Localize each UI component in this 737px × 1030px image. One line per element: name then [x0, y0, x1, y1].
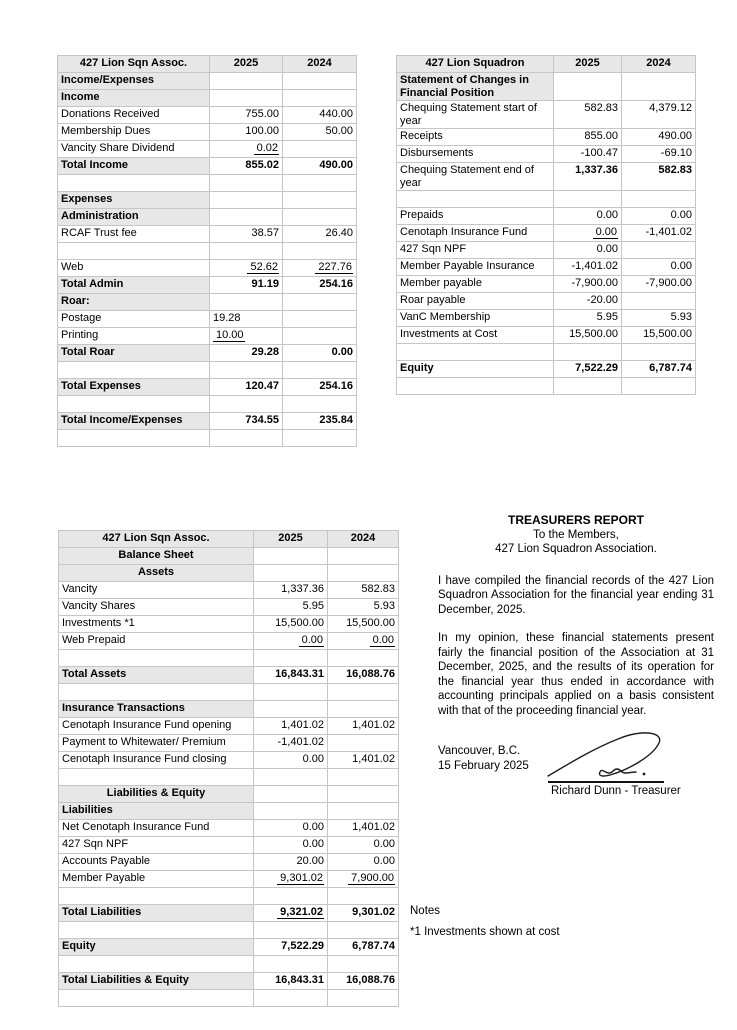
- row-label: Income: [58, 90, 210, 107]
- value-2025: -20.00: [554, 293, 622, 310]
- row-label: Chequing Statement end of year: [397, 163, 554, 191]
- value-2025: [554, 191, 622, 208]
- row-label: Roar:: [58, 294, 210, 311]
- value-2025: 16,843.31: [254, 973, 328, 990]
- report-paragraph-1: I have compiled the financial records of the 427 Lion Squadron Association for the financial year ending 31 December, 2025.: [438, 574, 714, 616]
- value-2024: 0.00: [283, 345, 357, 362]
- row-label: Total Income/Expenses: [58, 413, 210, 430]
- value-2024: [622, 344, 696, 361]
- value-2024: 0.00: [328, 854, 399, 871]
- table-row: [58, 345, 357, 362]
- row-label: Accounts Payable: [59, 854, 254, 871]
- table-row: [58, 124, 357, 141]
- value-2025: [254, 701, 328, 718]
- row-label: Payment to Whitewater/ Premium: [59, 735, 254, 752]
- value-2025: 19.28: [210, 311, 283, 328]
- value-2025: [210, 73, 283, 90]
- value-2025: [254, 548, 328, 565]
- row-label: [397, 378, 554, 395]
- table-row: [58, 73, 357, 90]
- statement-of-changes-table: [396, 55, 696, 395]
- row-label: Investments at Cost: [397, 327, 554, 344]
- row-label: [59, 650, 254, 667]
- col-header-2024: 2024: [328, 531, 399, 548]
- row-label: Postage: [58, 311, 210, 328]
- value-2024: [283, 362, 357, 379]
- row-label: Total Liabilities & Equity: [59, 973, 254, 990]
- value-2025: -1,401.02: [254, 735, 328, 752]
- value-2024: 15,500.00: [622, 327, 696, 344]
- value-2025: 20.00: [254, 854, 328, 871]
- row-label: Net Cenotaph Insurance Fund: [59, 820, 254, 837]
- table-row: [397, 208, 696, 225]
- value-2025: 0.00: [554, 225, 622, 242]
- row-label: Total Roar: [58, 345, 210, 362]
- row-label: Prepaids: [397, 208, 554, 225]
- table-row: [397, 293, 696, 310]
- row-label: Equity: [59, 939, 254, 956]
- spacer-row: [397, 378, 696, 395]
- value-2025: 1,337.36: [554, 163, 622, 191]
- row-label: 427 Sqn NPF: [59, 837, 254, 854]
- value-2025: [210, 362, 283, 379]
- value-2024: 26.40: [283, 226, 357, 243]
- value-2025: 100.00: [210, 124, 283, 141]
- value-2024: [328, 922, 399, 939]
- value-2025: 0.00: [254, 837, 328, 854]
- value-2025: [254, 684, 328, 701]
- header-row: [58, 56, 357, 73]
- value-2024: [283, 90, 357, 107]
- value-2024: [328, 548, 399, 565]
- value-2025: 52.62: [210, 260, 283, 277]
- value-2024: 0.00: [622, 208, 696, 225]
- value-2024: 9,301.02: [328, 905, 399, 922]
- value-2024: [283, 243, 357, 260]
- table-row: [397, 361, 696, 378]
- spacer-row: [397, 344, 696, 361]
- table-title: 427 Lion Sqn Assoc.: [59, 531, 254, 548]
- value-2024: 6,787.74: [328, 939, 399, 956]
- report-date: 15 February 2025: [438, 759, 529, 772]
- value-2025: 0.02: [210, 141, 283, 158]
- header-row: [397, 56, 696, 73]
- value-2024: [328, 990, 399, 1007]
- value-2025: 120.47: [210, 379, 283, 396]
- row-label: Web: [58, 260, 210, 277]
- row-label: Printing: [58, 328, 210, 345]
- row-label: Administration: [58, 209, 210, 226]
- row-label: Liabilities & Equity: [59, 786, 254, 803]
- table-row: [58, 158, 357, 175]
- value-2025: [210, 175, 283, 192]
- table-row: [59, 973, 399, 990]
- row-label: Donations Received: [58, 107, 210, 124]
- value-2024: 235.84: [283, 413, 357, 430]
- row-label: Total Income: [58, 158, 210, 175]
- row-label: VanC Membership: [397, 310, 554, 327]
- table-row: [397, 259, 696, 276]
- value-2025: 582.83: [554, 101, 622, 129]
- signature-name: Richard Dunn - Treasurer: [551, 785, 681, 797]
- value-2025: 0.00: [554, 242, 622, 259]
- row-label: Assets: [59, 565, 254, 582]
- table-row: [397, 276, 696, 293]
- value-2025: 10.00: [210, 328, 283, 345]
- row-label: Roar payable: [397, 293, 554, 310]
- value-2025: 15,500.00: [254, 616, 328, 633]
- table-row: [397, 163, 696, 191]
- table-title: 427 Lion Sqn Assoc.: [58, 56, 210, 73]
- value-2024: 5.93: [622, 310, 696, 327]
- spacer-row: [58, 243, 357, 260]
- table-row: [397, 129, 696, 146]
- value-2025: 855.00: [554, 129, 622, 146]
- row-label: Cenotaph Insurance Fund opening: [59, 718, 254, 735]
- table-row: [59, 905, 399, 922]
- value-2024: [622, 293, 696, 310]
- col-header-2024: 2024: [283, 56, 357, 73]
- row-label: Receipts: [397, 129, 554, 146]
- table-row: [397, 73, 696, 101]
- value-2025: 38.57: [210, 226, 283, 243]
- row-label: Cenotaph Insurance Fund: [397, 225, 554, 242]
- row-label: Vancity: [59, 582, 254, 599]
- spacer-row: [58, 362, 357, 379]
- value-2025: 0.00: [554, 208, 622, 225]
- value-2025: 16,843.31: [254, 667, 328, 684]
- value-2025: -1,401.02: [554, 259, 622, 276]
- value-2025: [210, 243, 283, 260]
- row-label: Total Assets: [59, 667, 254, 684]
- table-row: [58, 192, 357, 209]
- table-row: [59, 718, 399, 735]
- value-2025: [210, 294, 283, 311]
- value-2025: [210, 430, 283, 447]
- value-2025: 855.02: [210, 158, 283, 175]
- value-2024: 1,401.02: [328, 752, 399, 769]
- value-2025: 91.19: [210, 277, 283, 294]
- col-header-2025: 2025: [254, 531, 328, 548]
- row-label: Balance Sheet: [59, 548, 254, 565]
- row-label: Statement of Changes in Financial Position: [397, 73, 554, 101]
- value-2024: [622, 73, 696, 101]
- signature-graphic: [542, 731, 702, 783]
- value-2024: 227.76: [283, 260, 357, 277]
- value-2024: [283, 311, 357, 328]
- value-2025: [210, 192, 283, 209]
- table-row: [58, 277, 357, 294]
- value-2024: 490.00: [283, 158, 357, 175]
- notes-heading: Notes: [410, 905, 441, 917]
- row-label: 427 Sqn NPF: [397, 242, 554, 259]
- value-2025: 7,522.29: [254, 939, 328, 956]
- income-expenses-table: [57, 55, 357, 447]
- value-2024: [283, 430, 357, 447]
- value-2024: 16,088.76: [328, 973, 399, 990]
- table-row: [59, 735, 399, 752]
- row-label: Chequing Statement start of year: [397, 101, 554, 129]
- row-label: Total Liabilities: [59, 905, 254, 922]
- row-label: Member payable: [397, 276, 554, 293]
- value-2025: [210, 396, 283, 413]
- value-2024: 16,088.76: [328, 667, 399, 684]
- note-1: *1 Investments shown at cost: [410, 926, 560, 938]
- value-2025: 9,321.02: [254, 905, 328, 922]
- table-row: [59, 582, 399, 599]
- value-2025: 5.95: [554, 310, 622, 327]
- value-2024: [283, 396, 357, 413]
- value-2024: 0.00: [622, 259, 696, 276]
- value-2025: [254, 922, 328, 939]
- table-row: [59, 803, 399, 820]
- row-label: [58, 243, 210, 260]
- value-2025: 9,301.02: [254, 871, 328, 888]
- value-2025: -7,900.00: [554, 276, 622, 293]
- row-label: [59, 956, 254, 973]
- col-header-2025: 2025: [210, 56, 283, 73]
- table-row: [59, 616, 399, 633]
- value-2025: [254, 565, 328, 582]
- row-label: Total Expenses: [58, 379, 210, 396]
- value-2024: 0.00: [328, 837, 399, 854]
- value-2024: [328, 956, 399, 973]
- value-2024: [283, 328, 357, 345]
- value-2024: 582.83: [622, 163, 696, 191]
- value-2024: -69.10: [622, 146, 696, 163]
- table-row: [58, 90, 357, 107]
- value-2024: [283, 141, 357, 158]
- value-2025: 5.95: [254, 599, 328, 616]
- table-row: [58, 226, 357, 243]
- row-label: Equity: [397, 361, 554, 378]
- table-row: [58, 311, 357, 328]
- value-2024: [328, 888, 399, 905]
- col-header-2024: 2024: [622, 56, 696, 73]
- table-row: [58, 209, 357, 226]
- value-2024: 440.00: [283, 107, 357, 124]
- spacer-row: [397, 191, 696, 208]
- table-row: [397, 327, 696, 344]
- value-2025: 0.00: [254, 752, 328, 769]
- value-2025: [254, 990, 328, 1007]
- value-2025: [554, 344, 622, 361]
- table-row: [59, 820, 399, 837]
- report-place: Vancouver, B.C.: [438, 745, 521, 757]
- value-2024: [328, 803, 399, 820]
- value-2024: 1,401.02: [328, 820, 399, 837]
- table-row: [59, 871, 399, 888]
- table-row: [59, 599, 399, 616]
- row-label: [59, 922, 254, 939]
- table-row: [397, 310, 696, 327]
- table-title: 427 Lion Squadron: [397, 56, 554, 73]
- value-2025: [210, 209, 283, 226]
- value-2024: 7,900.00: [328, 871, 399, 888]
- table-row: [397, 225, 696, 242]
- spacer-row: [59, 684, 399, 701]
- value-2024: [328, 735, 399, 752]
- value-2024: 582.83: [328, 582, 399, 599]
- value-2024: 0.00: [328, 633, 399, 650]
- value-2024: 254.16: [283, 379, 357, 396]
- table-row: [58, 413, 357, 430]
- row-label: Membership Dues: [58, 124, 210, 141]
- value-2024: 254.16: [283, 277, 357, 294]
- table-row: [59, 548, 399, 565]
- row-label: Cenotaph Insurance Fund closing: [59, 752, 254, 769]
- value-2025: 7,522.29: [554, 361, 622, 378]
- value-2025: 755.00: [210, 107, 283, 124]
- row-label: Web Prepaid: [59, 633, 254, 650]
- value-2024: 4,379.12: [622, 101, 696, 129]
- row-label: Vancity Shares: [59, 599, 254, 616]
- value-2024: [283, 192, 357, 209]
- row-label: [59, 990, 254, 1007]
- value-2024: [283, 73, 357, 90]
- row-label: Total Admin: [58, 277, 210, 294]
- value-2025: [210, 90, 283, 107]
- value-2025: 0.00: [254, 820, 328, 837]
- notes-section: [410, 901, 560, 943]
- row-label: Liabilities: [59, 803, 254, 820]
- table-row: [397, 101, 696, 129]
- value-2024: [328, 684, 399, 701]
- spacer-row: [58, 396, 357, 413]
- value-2024: 15,500.00: [328, 616, 399, 633]
- row-label: [59, 769, 254, 786]
- table-row: [59, 786, 399, 803]
- table-row: [58, 107, 357, 124]
- table-row: [59, 633, 399, 650]
- value-2025: 1,401.02: [254, 718, 328, 735]
- spacer-row: [59, 990, 399, 1007]
- value-2025: [254, 803, 328, 820]
- spacer-row: [59, 888, 399, 905]
- table-row: [59, 939, 399, 956]
- value-2024: 6,787.74: [622, 361, 696, 378]
- table-row: [59, 667, 399, 684]
- report-title: TREASURERS REPORT: [507, 513, 644, 527]
- value-2025: 29.28: [210, 345, 283, 362]
- value-2025: 15,500.00: [554, 327, 622, 344]
- row-label: Disbursements: [397, 146, 554, 163]
- value-2025: [554, 73, 622, 101]
- table-row: [397, 242, 696, 259]
- row-label: [59, 888, 254, 905]
- spacer-row: [59, 922, 399, 939]
- table-row: [58, 294, 357, 311]
- row-label: Insurance Transactions: [59, 701, 254, 718]
- row-label: [58, 430, 210, 447]
- value-2024: [328, 565, 399, 582]
- value-2024: [328, 650, 399, 667]
- header-row: [59, 531, 399, 548]
- spacer-row: [59, 650, 399, 667]
- table-row: [59, 752, 399, 769]
- row-label: Member Payable: [59, 871, 254, 888]
- row-label: [59, 684, 254, 701]
- report-salutation-line1: To the Members,: [533, 528, 619, 541]
- table-row: [58, 141, 357, 158]
- value-2025: [254, 956, 328, 973]
- row-label: [58, 362, 210, 379]
- value-2024: [283, 294, 357, 311]
- spacer-row: [58, 175, 357, 192]
- table-row: [59, 837, 399, 854]
- col-header-2025: 2025: [554, 56, 622, 73]
- row-label: Member Payable Insurance: [397, 259, 554, 276]
- row-label: [397, 191, 554, 208]
- value-2025: -100.47: [554, 146, 622, 163]
- table-row: [58, 379, 357, 396]
- value-2025: 1,337.36: [254, 582, 328, 599]
- value-2024: [283, 175, 357, 192]
- row-label: Income/Expenses: [58, 73, 210, 90]
- value-2024: -7,900.00: [622, 276, 696, 293]
- table-row: [59, 854, 399, 871]
- value-2024: 1,401.02: [328, 718, 399, 735]
- value-2024: [328, 701, 399, 718]
- value-2024: [328, 786, 399, 803]
- report-salutation-line2: 427 Lion Squadron Association.: [495, 543, 657, 555]
- table-row: [58, 260, 357, 277]
- value-2025: [254, 888, 328, 905]
- value-2025: [254, 769, 328, 786]
- value-2024: [283, 209, 357, 226]
- value-2024: 5.93: [328, 599, 399, 616]
- value-2025: [554, 378, 622, 395]
- table-row: [58, 328, 357, 345]
- balance-sheet-table: [58, 530, 399, 1007]
- value-2024: [622, 378, 696, 395]
- table-row: [397, 146, 696, 163]
- row-label: [397, 344, 554, 361]
- value-2024: [328, 769, 399, 786]
- value-2025: 0.00: [254, 633, 328, 650]
- row-label: Expenses: [58, 192, 210, 209]
- value-2025: [254, 786, 328, 803]
- row-label: Investments *1: [59, 616, 254, 633]
- value-2024: 50.00: [283, 124, 357, 141]
- value-2024: -1,401.02: [622, 225, 696, 242]
- spacer-row: [58, 430, 357, 447]
- spacer-row: [59, 769, 399, 786]
- signature-line: [548, 781, 664, 783]
- table-row: [59, 701, 399, 718]
- row-label: RCAF Trust fee: [58, 226, 210, 243]
- value-2025: 734.55: [210, 413, 283, 430]
- row-label: [58, 396, 210, 413]
- value-2024: [622, 242, 696, 259]
- row-label: [58, 175, 210, 192]
- value-2024: 490.00: [622, 129, 696, 146]
- row-label: Vancity Share Dividend: [58, 141, 210, 158]
- spacer-row: [59, 956, 399, 973]
- value-2024: [622, 191, 696, 208]
- report-paragraph-2: In my opinion, these financial statements present fairly the financial position of the Association at 31 December, 2025, and the results of its operation for the financial year thus ended in accordance with accounting principals applied on a basis consistent with that of the proceeding financial year.: [438, 632, 714, 717]
- table-row: [59, 565, 399, 582]
- value-2025: [254, 650, 328, 667]
